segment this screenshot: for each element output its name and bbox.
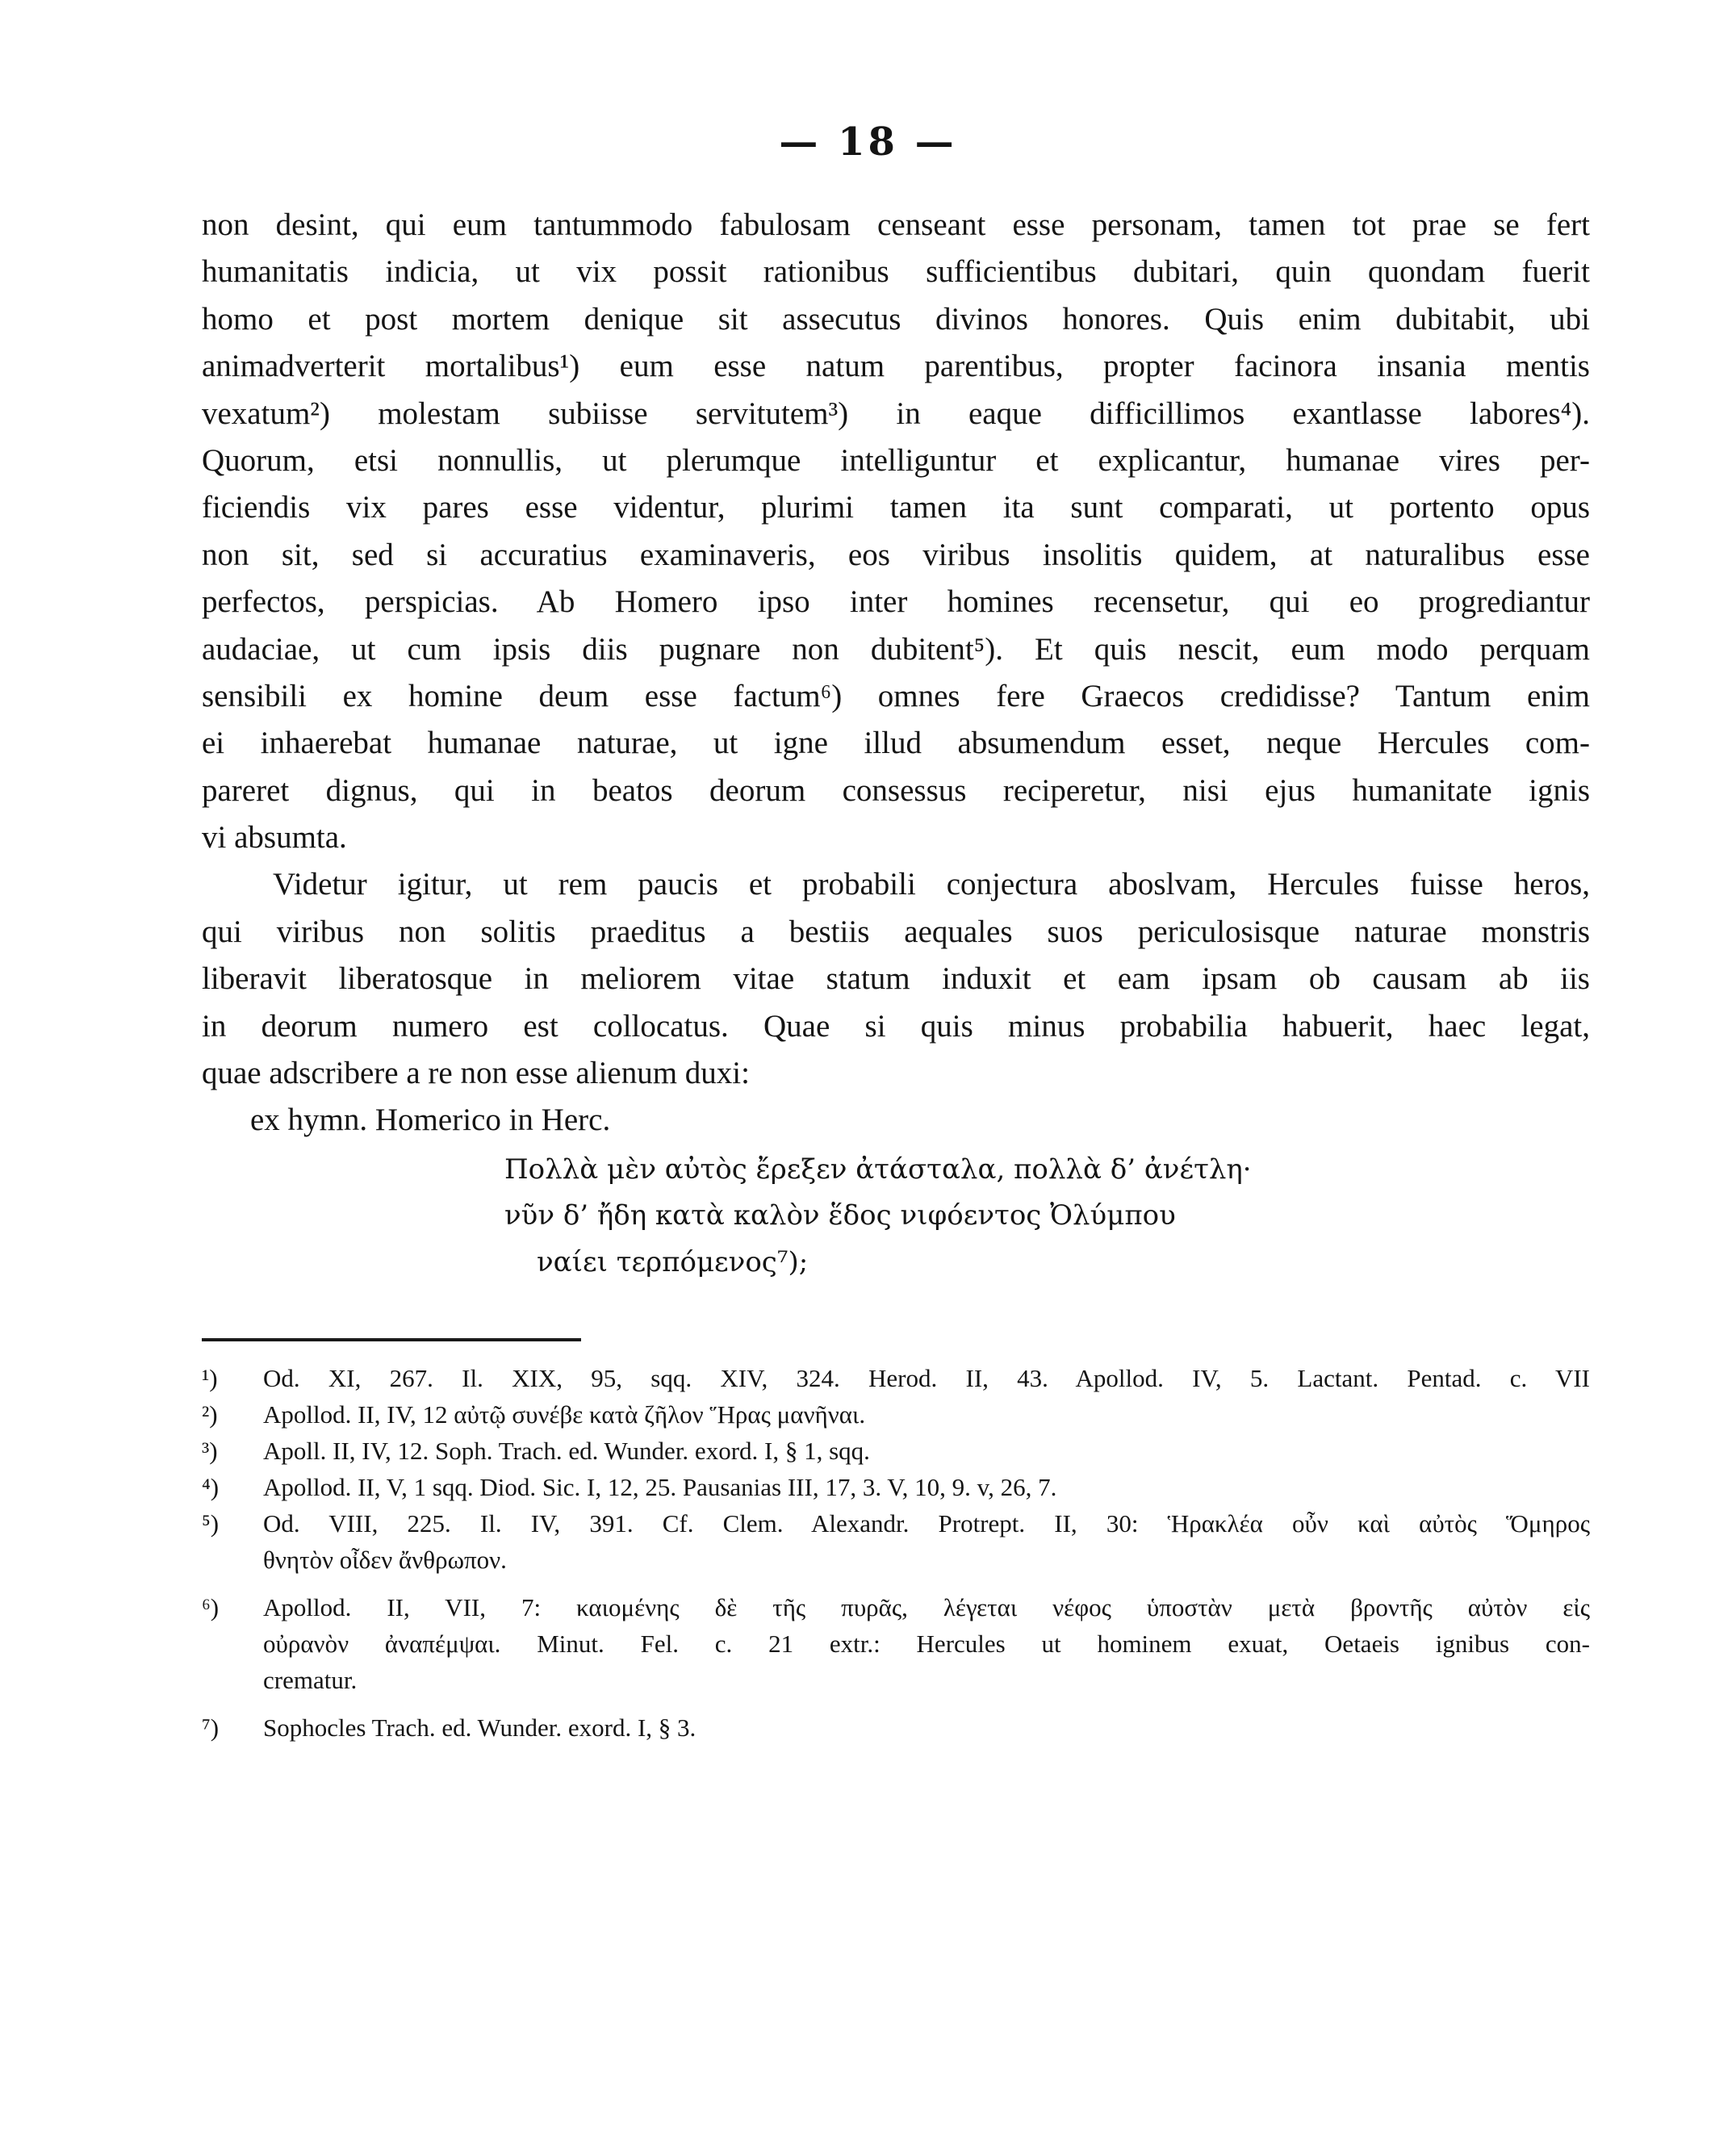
text-line: vi absumta. [202,820,347,856]
text-line: non sit, sed si accuratius examinaveris, eos viribus insolitis quidem, at naturalibus esse [202,537,1590,572]
text-line: animadverterit mortalibus¹) eum esse natum parentibus, propter facinora insania mentis [202,349,1590,384]
footnote-line: Apoll. II, IV, 12. Soph. Trach. ed. Wunder. exord. I, § 1, sqq. [263,1437,870,1465]
footnote-number: ⁴) [202,1473,220,1501]
footnote [202,1709,1590,1746]
footnote-line: Od. VIII, 225. Il. IV, 391. Cf. Clem. Alexandr. Protrept. II, 30: Ἡρακλέα οὖν καὶ αὐτὸς Ὅμηρος [263,1509,1590,1538]
text-line: humanitatis indicia, ut vix possit rationibus sufficientibus dubitari, quin quondam fuerit [202,254,1590,290]
greek-quote-line: ναίει τερπόμενος⁷); [537,1246,809,1278]
text-line: perfectos, perspicias. Ab Homero ipso inter homines recensetur, qui eo progrediantur [202,584,1590,620]
text-line: pareret dignus, qui in beatos deorum consessus reciperetur, nisi ejus humanitate ignis [202,772,1590,808]
footnote-line: θνητὸν οἶδεν ἄνθρωπον. [263,1546,507,1574]
footnote-number: ¹) [202,1364,218,1392]
footnote-number: ³) [202,1437,218,1465]
footnote [202,1396,1590,1433]
text-line: Videtur igitur, ut rem paucis et probabili conjectura aboslvam, Hercules fuisse heros, [273,867,1590,902]
text-line: ei inhaerebat humanae naturae, ut igne illud absumendum esset, neque Hercules com- [202,726,1590,761]
text-line: quae adscribere a re non esse alienum duxi: [202,1056,750,1091]
footnote-line: crematur. [263,1666,358,1694]
text-line: in deorum numero est collocatus. Quae si quis minus probabilia habuerit, haec legat, [202,1008,1590,1044]
text-line: sensibili ex homine deum esse factum⁶) omnes fere Graecos credidisse? Tantum enim [202,678,1590,713]
page-number: — 18 — [779,119,957,165]
footnote-line: Sophocles Trach. ed. Wunder. exord. I, § 3. [263,1713,696,1742]
greek-quote-line: νῦν δ’ ἤδη κατὰ καλὸν ἕδος νιφόεντος Ὀλύμπου [504,1199,1176,1232]
text-line: ex hymn. Homerico in Herc. [250,1102,611,1138]
text-line: homo et post mortem denique sit assecutus divinos honores. Quis enim dubitabit, ubi [202,301,1590,337]
footnote [202,1360,1590,1396]
footnote-line: Apollod. II, V, 1 sqq. Diod. Sic. I, 12, 25. Pausanias III, 17, 3. V, 10, 9. v, 26, 7. [263,1473,1057,1501]
footnotes [202,1360,1590,1746]
text-line: non desint, qui eum tantummodo fabulosam censeant esse personam, tamen tot prae se fert [202,207,1590,242]
greek-quote-line: Πολλὰ μὲν αὐτὸς ἔρεξεν ἀτάσταλα, πολλὰ δ’ ἀνέτλη· [504,1153,1252,1186]
footnote-line: Apollod. II, IV, 12 αὐτῷ συνέβε κατὰ ζῆλον Ἥρας μανῆναι. [263,1400,866,1429]
text-line: qui viribus non solitis praeditus a bestiis aequales suos periculosisque naturae monstris [202,914,1590,949]
footnote-number: ⁷) [202,1713,220,1742]
footnote-number: ²) [202,1400,218,1429]
footnote [202,1589,1590,1698]
footnote [202,1469,1590,1505]
text-line: Quorum, etsi nonnullis, ut plerumque intelliguntur et explicantur, humanae vires per- [202,442,1590,478]
text-line: audaciae, ut cum ipsis diis pugnare non dubitent⁵). Et quis nescit, eum modo perquam [202,631,1590,667]
footnote [202,1505,1590,1578]
footnote-separator [202,1338,581,1341]
footnote-line: οὐρανὸν ἀναπέμψαι. Minut. Fel. c. 21 extr.: Hercules ut hominem exuat, Oetaeis ignibus con- [263,1630,1590,1658]
text-line: vexatum²) molestam subiisse servitutem³) in eaque difficillimos exantlasse labores⁴). [202,395,1590,431]
footnote-line: Od. XI, 267. Il. XIX, 95, sqq. XIV, 324. Herod. II, 43. Apollod. IV, 5. Lactant. Pentad. c. VII [263,1364,1590,1392]
main-text [202,202,1590,1144]
footnote-line: Apollod. II, VII, 7: καιομένης δὲ τῆς πυρᾶς, λέγεται νέφος ὑποστὰν μετὰ βροντῆς αὐτὸν εἰς [263,1593,1590,1621]
footnote-number: ⁶) [202,1593,220,1621]
footnote-number: ⁵) [202,1509,220,1538]
text-line: liberavit liberatosque in meliorem vitae statum induxit et eam ipsam ob causam ab iis [202,961,1590,997]
footnote [202,1433,1590,1469]
text-line: ficiendis vix pares esse videntur, plurimi tamen ita sunt comparati, ut portento opus [202,490,1590,525]
